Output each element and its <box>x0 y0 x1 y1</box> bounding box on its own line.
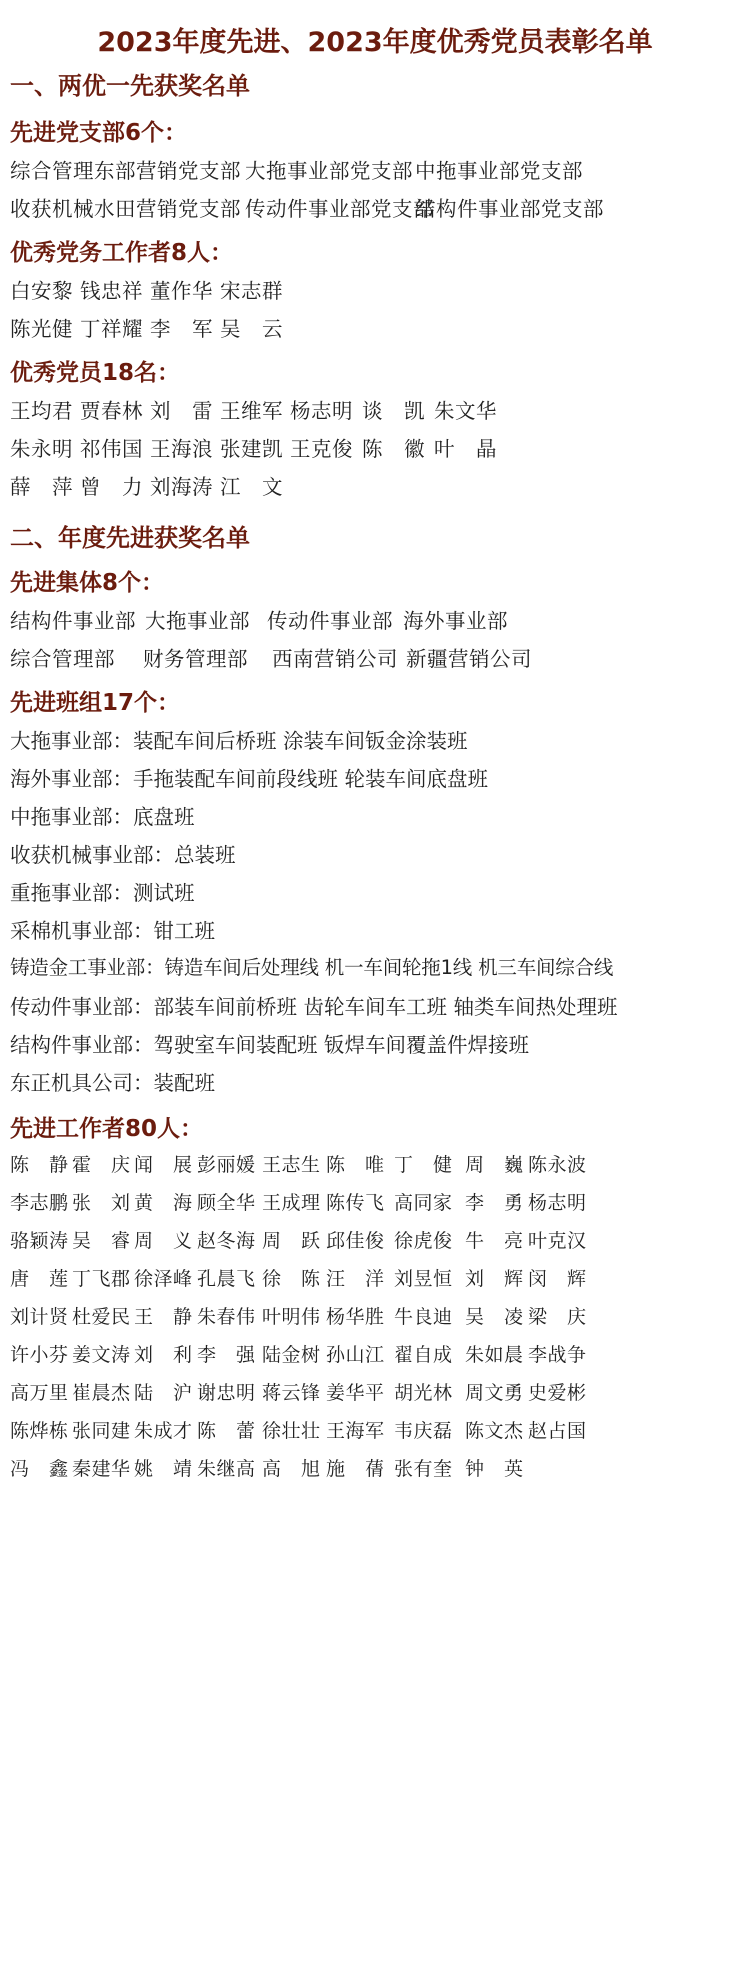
person-name: 张 刘 <box>72 1192 131 1214</box>
person-name: 徐 陈 <box>262 1268 321 1290</box>
person-name: 陈 徽 <box>362 437 425 461</box>
person-name: 丁飞郡 <box>72 1268 131 1290</box>
advanced-worker-row <box>10 1226 750 1256</box>
advanced-worker-row <box>10 1302 750 1332</box>
person-name: 王海浪 <box>150 437 213 461</box>
person-name: 刘 利 <box>134 1344 193 1366</box>
person-name: 王志生 <box>262 1154 321 1176</box>
person-name: 陆金树 <box>262 1344 321 1366</box>
person-name: 钟 英 <box>465 1458 524 1480</box>
team-line: 海外事业部：手拖装配车间前段线班 轮装车间底盘班 <box>10 767 489 791</box>
person-name: 周 巍 <box>465 1154 524 1176</box>
branch-name: 传动件事业部党支部 <box>245 197 434 221</box>
person-name: 顾全华 <box>197 1192 256 1214</box>
collective-row <box>10 604 750 634</box>
person-name: 陈传飞 <box>326 1192 385 1214</box>
subheading-advanced-party-branches: 先进党支部6个： <box>10 120 188 146</box>
person-name: 牛良迪 <box>394 1306 453 1328</box>
team-line: 重拖事业部：测试班 <box>10 881 195 905</box>
person-name: 梁 庆 <box>528 1306 587 1328</box>
advanced-worker-row <box>10 1454 750 1484</box>
person-name: 朱永明 <box>10 437 73 461</box>
person-name: 王克俊 <box>290 437 353 461</box>
person-name: 张同建 <box>72 1420 131 1442</box>
person-name: 叶明伟 <box>262 1306 321 1328</box>
person-name: 韦庆磊 <box>394 1420 453 1442</box>
collective-name: 海外事业部 <box>403 609 508 633</box>
collective-name: 传动件事业部 <box>267 609 393 633</box>
collective-name: 结构件事业部 <box>10 609 136 633</box>
person-name: 姚 靖 <box>134 1458 193 1480</box>
subheading-excellent-members: 优秀党员18名： <box>10 360 181 386</box>
collective-name: 西南营销公司 <box>272 647 398 671</box>
branch-row <box>10 192 750 222</box>
person-name: 高同家 <box>394 1192 453 1214</box>
person-name: 杨志明 <box>290 399 353 423</box>
person-name: 王成理 <box>262 1192 321 1214</box>
person-name: 吴 云 <box>220 317 283 341</box>
person-name: 徐虎俊 <box>394 1230 453 1252</box>
collective-name: 财务管理部 <box>143 647 248 671</box>
member-row <box>10 470 750 500</box>
subheading-advanced-teams: 先进班组17个： <box>10 690 181 716</box>
person-name: 闻 展 <box>134 1154 193 1176</box>
person-name: 朱继高 <box>197 1458 256 1480</box>
person-name: 朱如晨 <box>465 1344 524 1366</box>
collective-row <box>10 642 750 672</box>
team-line: 中拖事业部：底盘班 <box>10 805 195 829</box>
person-name: 杨华胜 <box>326 1306 385 1328</box>
person-name: 谢忠明 <box>197 1382 256 1404</box>
member-row <box>10 394 750 424</box>
person-name: 薛 萍 <box>10 475 73 499</box>
person-name: 蒋云锋 <box>262 1382 321 1404</box>
branch-name: 大拖事业部党支部 <box>245 159 413 183</box>
person-name: 祁伟国 <box>80 437 143 461</box>
advanced-worker-row <box>10 1416 750 1446</box>
person-name: 陈 唯 <box>326 1154 385 1176</box>
worker-row <box>10 274 750 304</box>
person-name: 丁 健 <box>394 1154 453 1176</box>
person-name: 吴 睿 <box>72 1230 131 1252</box>
team-line: 东正机具公司：装配班 <box>10 1071 215 1095</box>
person-name: 孔晨飞 <box>197 1268 256 1290</box>
person-name: 李 军 <box>150 317 213 341</box>
person-name: 秦建华 <box>72 1458 131 1480</box>
person-name: 骆颖涛 <box>10 1230 69 1252</box>
person-name: 钱忠祥 <box>80 279 143 303</box>
person-name: 朱春伟 <box>197 1306 256 1328</box>
page-title: 2023年度先进、2023年度优秀党员表彰名单 <box>97 27 653 58</box>
person-name: 冯 鑫 <box>10 1458 69 1480</box>
branch-name: 中拖事业部党支部 <box>415 159 583 183</box>
person-name: 姜华平 <box>326 1382 385 1404</box>
person-name: 朱文华 <box>434 399 497 423</box>
advanced-worker-row <box>10 1150 750 1180</box>
person-name: 曾 力 <box>80 475 143 499</box>
person-name: 陈烨栋 <box>10 1420 69 1442</box>
team-line: 采棉机事业部：钳工班 <box>10 919 215 943</box>
person-name: 翟自成 <box>394 1344 453 1366</box>
person-name: 刘海涛 <box>150 475 213 499</box>
section-heading-two-excellent-one-advanced: 一、两优一先获奖名单 <box>10 72 250 100</box>
person-name: 杜爱民 <box>72 1306 131 1328</box>
person-name: 高万里 <box>10 1382 69 1404</box>
person-name: 朱成才 <box>134 1420 193 1442</box>
person-name: 牛 亮 <box>465 1230 524 1252</box>
collective-name: 大拖事业部 <box>145 609 250 633</box>
person-name: 徐泽峰 <box>134 1268 193 1290</box>
person-name: 张建凯 <box>220 437 283 461</box>
person-name: 李战争 <box>528 1344 587 1366</box>
person-name: 周 跃 <box>262 1230 321 1252</box>
person-name: 吴 凌 <box>465 1306 524 1328</box>
person-name: 徐壮壮 <box>262 1420 321 1442</box>
person-name: 刘昱恒 <box>394 1268 453 1290</box>
person-name: 孙山江 <box>326 1344 385 1366</box>
person-name: 江 文 <box>220 475 283 499</box>
person-name: 周 义 <box>134 1230 193 1252</box>
person-name: 许小芬 <box>10 1344 69 1366</box>
person-name: 刘 辉 <box>465 1268 524 1290</box>
person-name: 刘计贤 <box>10 1306 69 1328</box>
person-name: 高 旭 <box>262 1458 321 1480</box>
advanced-worker-row <box>10 1378 750 1408</box>
person-name: 赵冬海 <box>197 1230 256 1252</box>
collective-name: 新疆营销公司 <box>406 647 532 671</box>
team-line: 大拖事业部：装配车间后桥班 涂装车间钣金涂装班 <box>10 729 468 753</box>
person-name: 王维军 <box>220 399 283 423</box>
person-name: 陆 沪 <box>134 1382 193 1404</box>
person-name: 汪 洋 <box>326 1268 385 1290</box>
person-name: 史爱彬 <box>528 1382 587 1404</box>
person-name: 张有奎 <box>394 1458 453 1480</box>
person-name: 陈光健 <box>10 317 73 341</box>
person-name: 李 勇 <box>465 1192 524 1214</box>
person-name: 贾春林 <box>80 399 143 423</box>
person-name: 叶 晶 <box>434 437 497 461</box>
person-name: 陈 蕾 <box>197 1420 256 1442</box>
person-name: 王 静 <box>134 1306 193 1328</box>
person-name: 刘 雷 <box>150 399 213 423</box>
person-name: 谈 凯 <box>362 399 425 423</box>
advanced-worker-row <box>10 1340 750 1370</box>
worker-row <box>10 312 750 342</box>
team-line: 收获机械事业部：总装班 <box>10 843 236 867</box>
person-name: 丁祥耀 <box>80 317 143 341</box>
person-name: 白安黎 <box>10 279 73 303</box>
person-name: 周文勇 <box>465 1382 524 1404</box>
person-name: 姜文涛 <box>72 1344 131 1366</box>
person-name: 崔晨杰 <box>72 1382 131 1404</box>
branch-row <box>10 154 750 184</box>
person-name: 李志鹏 <box>10 1192 69 1214</box>
person-name: 叶克汉 <box>528 1230 587 1252</box>
person-name: 宋志群 <box>220 279 283 303</box>
branch-name: 综合管理东部营销党支部 <box>10 159 241 183</box>
person-name: 赵占国 <box>528 1420 587 1442</box>
person-name: 唐 莲 <box>10 1268 69 1290</box>
person-name: 霍 庆 <box>72 1154 131 1176</box>
subheading-excellent-party-workers: 优秀党务工作者8人： <box>10 240 234 266</box>
member-row <box>10 432 750 462</box>
person-name: 杨志明 <box>528 1192 587 1214</box>
person-name: 陈 静 <box>10 1154 69 1176</box>
branch-name: 结构件事业部党支部 <box>415 197 604 221</box>
person-name: 董作华 <box>150 279 213 303</box>
person-name: 胡光林 <box>394 1382 453 1404</box>
collective-name: 综合管理部 <box>10 647 115 671</box>
subheading-advanced-collectives: 先进集体8个： <box>10 570 165 596</box>
advanced-worker-row <box>10 1188 750 1218</box>
person-name: 闵 辉 <box>528 1268 587 1290</box>
person-name: 彭丽媛 <box>197 1154 256 1176</box>
person-name: 施 蒨 <box>326 1458 385 1480</box>
team-line: 传动件事业部：部装车间前桥班 齿轮车间车工班 轴类车间热处理班 <box>10 995 618 1019</box>
branch-name: 收获机械水田营销党支部 <box>10 197 241 221</box>
team-line: 结构件事业部：驾驶室车间装配班 钣焊车间覆盖件焊接班 <box>10 1033 530 1057</box>
person-name: 邱佳俊 <box>326 1230 385 1252</box>
advanced-worker-row <box>10 1264 750 1294</box>
subheading-advanced-workers: 先进工作者80人： <box>10 1116 204 1142</box>
person-name: 黄 海 <box>134 1192 193 1214</box>
person-name: 王海军 <box>326 1420 385 1442</box>
person-name: 陈文杰 <box>465 1420 524 1442</box>
team-line: 铸造金工事业部：铸造车间后处理线 机一车间轮拖1线 机三车间综合线 <box>10 956 614 979</box>
person-name: 王均君 <box>10 399 73 423</box>
section-heading-annual-advanced: 二、年度先进获奖名单 <box>10 524 250 552</box>
person-name: 陈永波 <box>528 1154 587 1176</box>
person-name: 李 强 <box>197 1344 256 1366</box>
